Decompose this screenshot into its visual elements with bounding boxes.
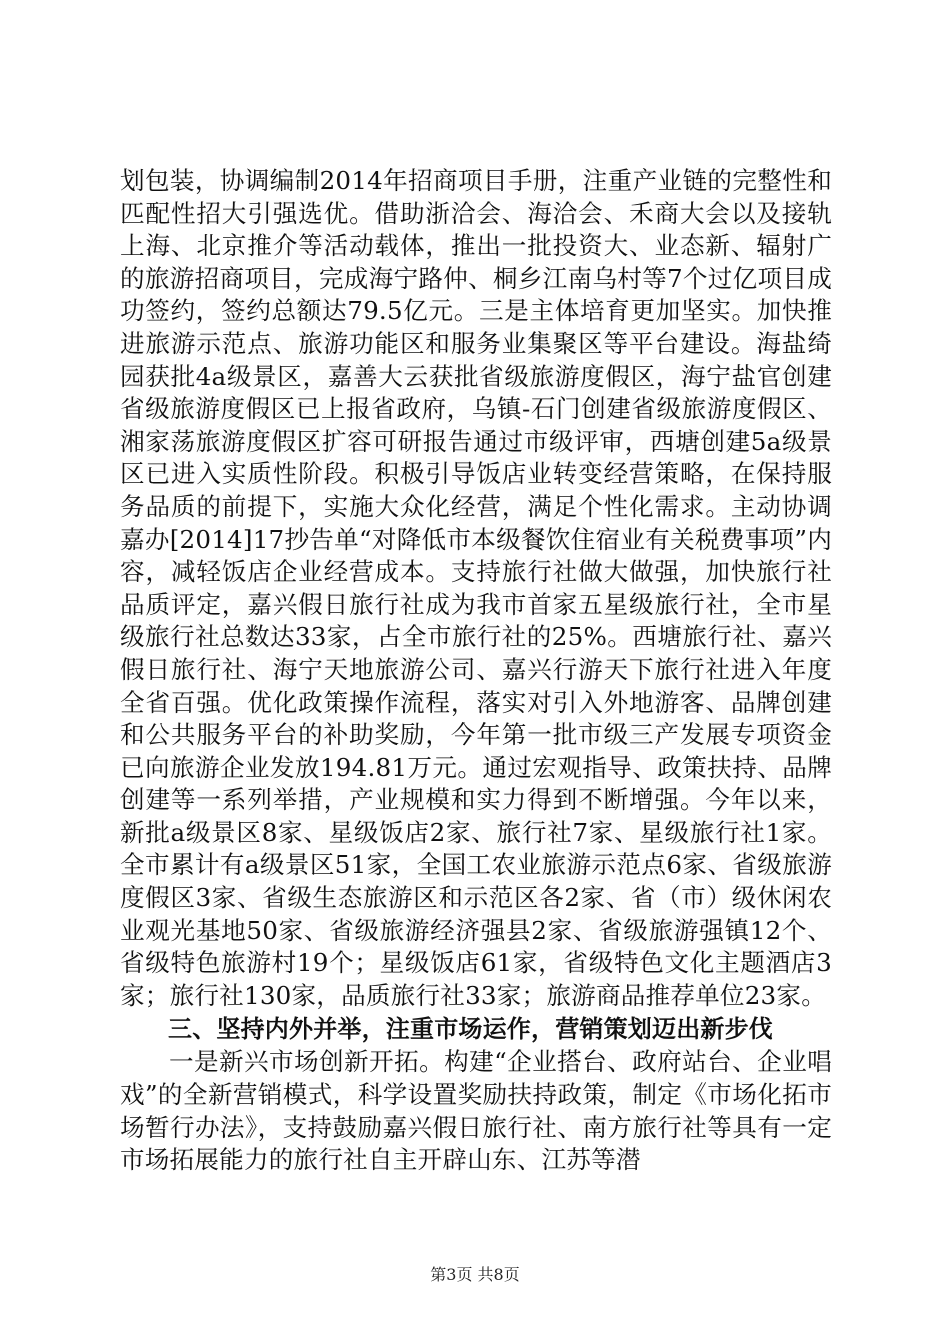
page-footer: [0, 1265, 950, 1285]
body-paragraph: 划包装，协调编制2014年招商项目手册，注重产业链的完整性和匹配性招大引强选优。借助浙洽会、海洽会、禾商大会以及接轨上海、北京推介等活动载体，推出一批投资大、业态新、辐射广的旅游招商项目，完成海宁路仲、桐乡江南乌村等7个过亿项目成功签约，签约总额达79.5亿元。三是主体培育更加坚实。加快推进旅游示范点、旅游功能区和服务业集聚区等平台建设。海盐绮园获批4a级景区，嘉善大云获批省级旅游度假区，海宁盐官创建省级旅游度假区已上报省政府，乌镇-石门创建省级旅游度假区、湘家荡旅游度假区扩容可研报告通过市级评审，西塘创建5a级景区已进入实质性阶段。积极引导饭店业转变经营策略，在保持服务品质的前提下，实施大众化经营，满足个性化需求。主动协调嘉办[2014]17抄告单“对降低市本级餐饮住宿业有关税费事项”内容，减轻饭店企业经营成本。支持旅行社做大做强，加快旅行社品质评定，嘉兴假日旅行社成为我市首家五星级旅行社，全市星级旅行社总数达33家，占全市旅行社的25%。西塘旅行社、嘉兴假日旅行社、海宁天地旅游公司、嘉兴行游天下旅行社进入年度全省百强。优化政策操作流程，落实对引入外地游客、品牌创建和公共服务平台的补助奖励，今年第一批市级三产发展专项资金已向旅游企业发放194.81万元。通过宏观指导、政策扶持、品牌创建等一系列举措，产业规模和实力得到不断增强。今年以来，新批a级景区8家、星级饭店2家、旅行社7家、星级旅行社1家。全市累计有a级景区51家，全国工农业旅游示范点6家、省级旅游度假区3家、省级生态旅游区和示范区各2家、省（市）级休闲农业观光基地50家、省级旅游经济强县2家、省级旅游强镇12个、省级特色旅游村19个；星级饭店61家，省级特色文化主题酒店3家；旅行社130家，品质旅行社33家；旅游商品推荐单位23家。: [120, 166, 832, 1010]
section-heading: 三、坚持内外并举，注重市场运作，营销策划迈出新步伐: [168, 1015, 773, 1044]
document-body: [120, 165, 832, 1177]
body-paragraph: 一是新兴市场创新开拓。构建“企业搭台、政府站台、企业唱戏”的全新营销模式，科学设置奖励扶持政策，制定《市场化拓市场暂行办法》，支持鼓励嘉兴假日旅行社、南方旅行社等具有一定市场拓展能力的旅行社自主开辟山东、江苏等潜: [120, 1047, 832, 1175]
page-number: 第3页 共8页: [430, 1265, 520, 1284]
